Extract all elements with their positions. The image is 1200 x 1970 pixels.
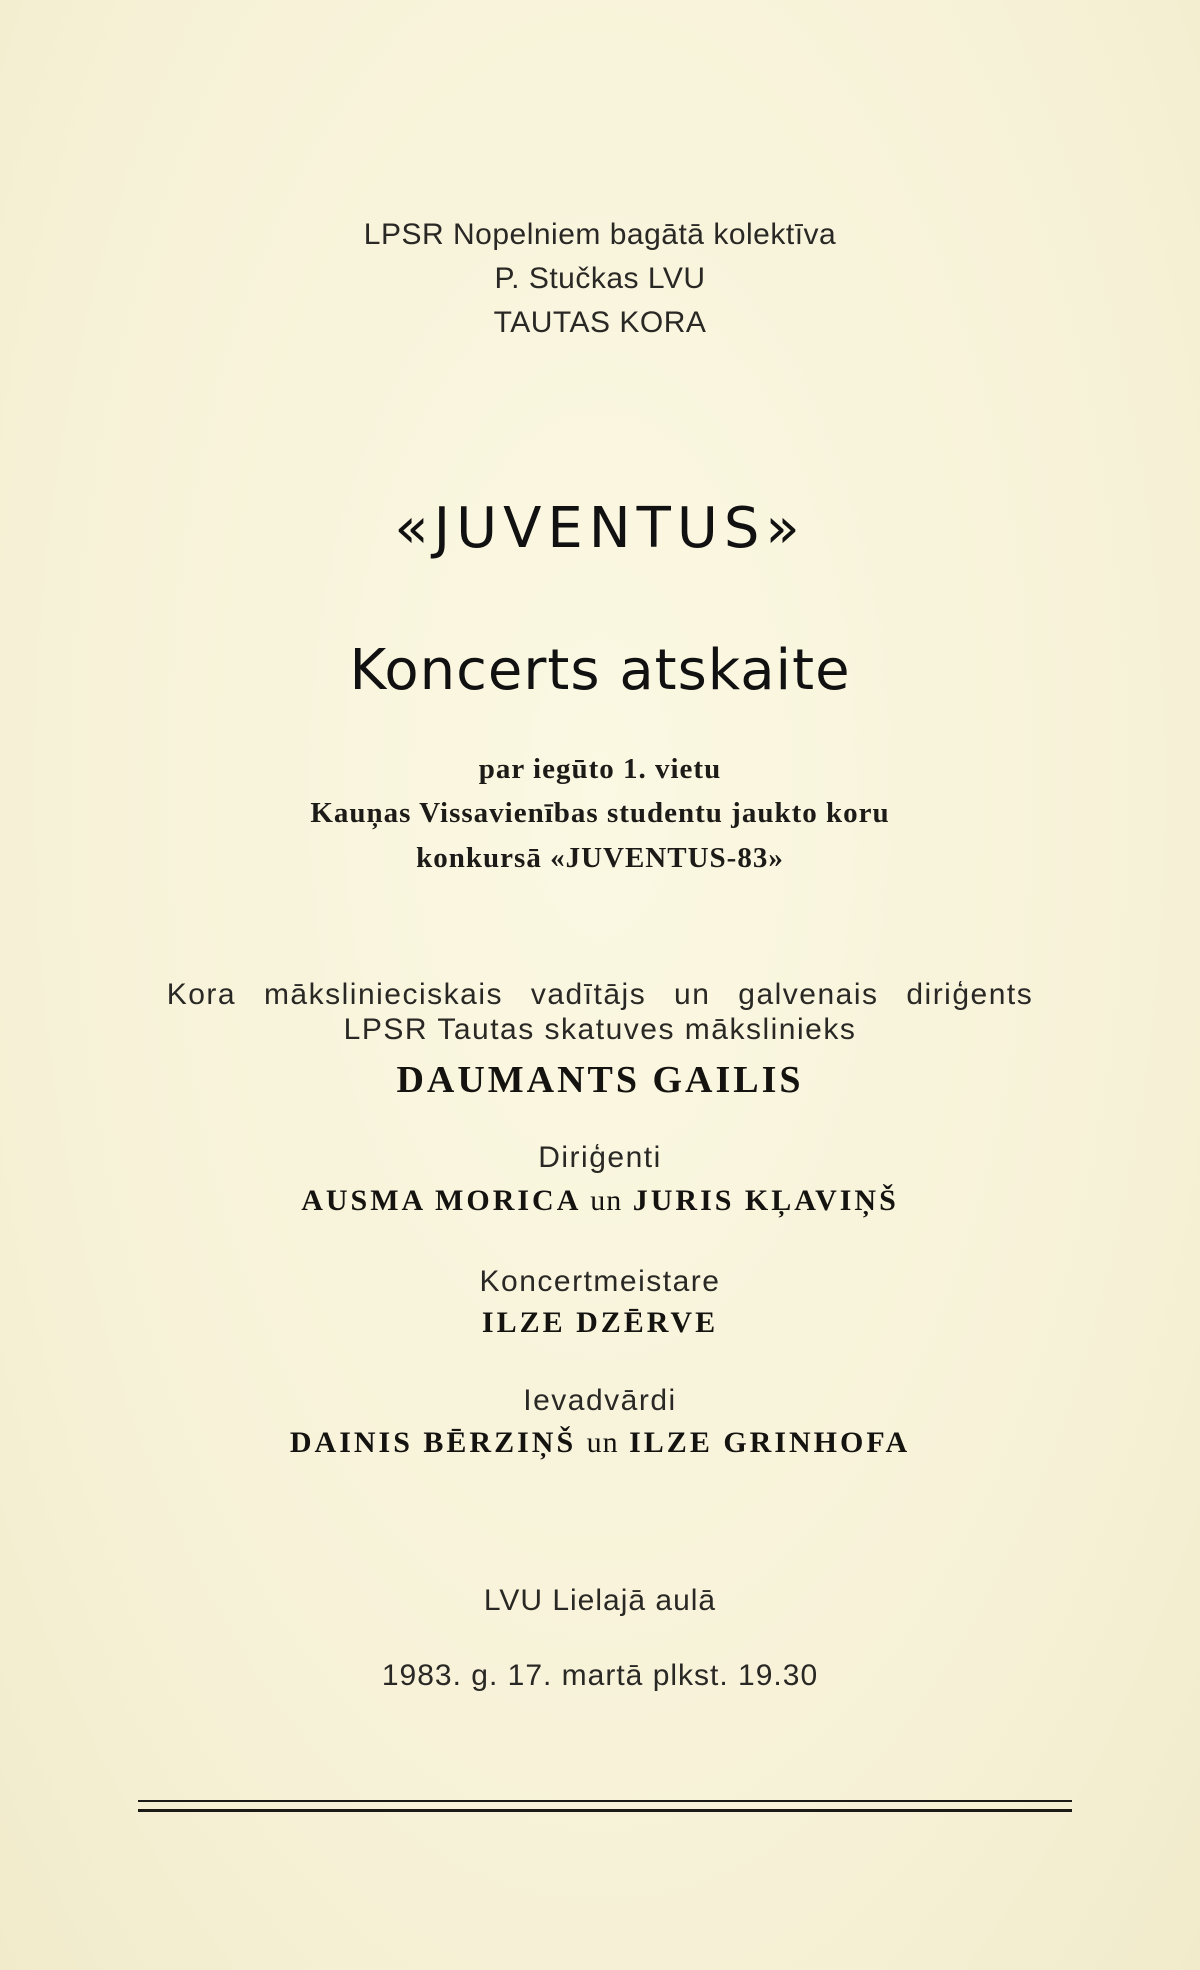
- purpose-line-first-place: par iegūto 1. vietu: [478, 753, 722, 785]
- director-title-line: LPSR Tautas skatuves mākslinieks: [343, 1013, 857, 1046]
- introduction-join-word: un: [586, 1426, 619, 1459]
- venue-datetime: 1983. g. 17. martā plkst. 19.30: [381, 1659, 819, 1692]
- conductors-label: Diriģenti: [538, 1141, 662, 1174]
- bottom-rule-bottom: [138, 1809, 1072, 1812]
- introduction-label: Ievadvārdi: [523, 1384, 677, 1417]
- introduction-name-first: DAINIS BĒRZIŅŠ: [289, 1426, 577, 1459]
- bottom-rule-top: [138, 1800, 1072, 1802]
- purpose-line-contest-name: konkursā «JUVENTUS-83»: [416, 842, 784, 874]
- purpose-line-competition: Kauņas Vissavienības studentu jaukto koru: [310, 797, 890, 829]
- concert-subtitle: Koncerts atskaite: [349, 638, 851, 703]
- choir-name-title: «JUVENTUS»: [394, 496, 806, 561]
- conductors-names: [0, 1184, 1200, 1218]
- introduction-names: [0, 1426, 1200, 1460]
- director-name: DAUMANTS GAILIS: [396, 1059, 804, 1101]
- conductors-join-word: un: [590, 1184, 623, 1217]
- header-line-university: P. Stučkas LVU: [494, 262, 706, 295]
- conductor-name-first: AUSMA MORICA: [301, 1184, 580, 1217]
- header-line-collective: LPSR Nopelniem bagātā kolektīva: [363, 218, 837, 251]
- conductor-name-second: JURIS KĻAVIŅŠ: [632, 1184, 899, 1217]
- header-line-choir: TAUTAS KORA: [493, 306, 707, 339]
- director-role-line: Kora mākslinieciskais vadītājs un galvenais diriģents: [166, 978, 1034, 1011]
- venue-place: LVU Lielajā aulā: [483, 1584, 717, 1617]
- introduction-name-second: ILZE GRINHOFA: [629, 1426, 911, 1459]
- accompanist-name: ILZE DZĒRVE: [481, 1306, 719, 1339]
- accompanist-label: Koncertmeistare: [479, 1265, 721, 1298]
